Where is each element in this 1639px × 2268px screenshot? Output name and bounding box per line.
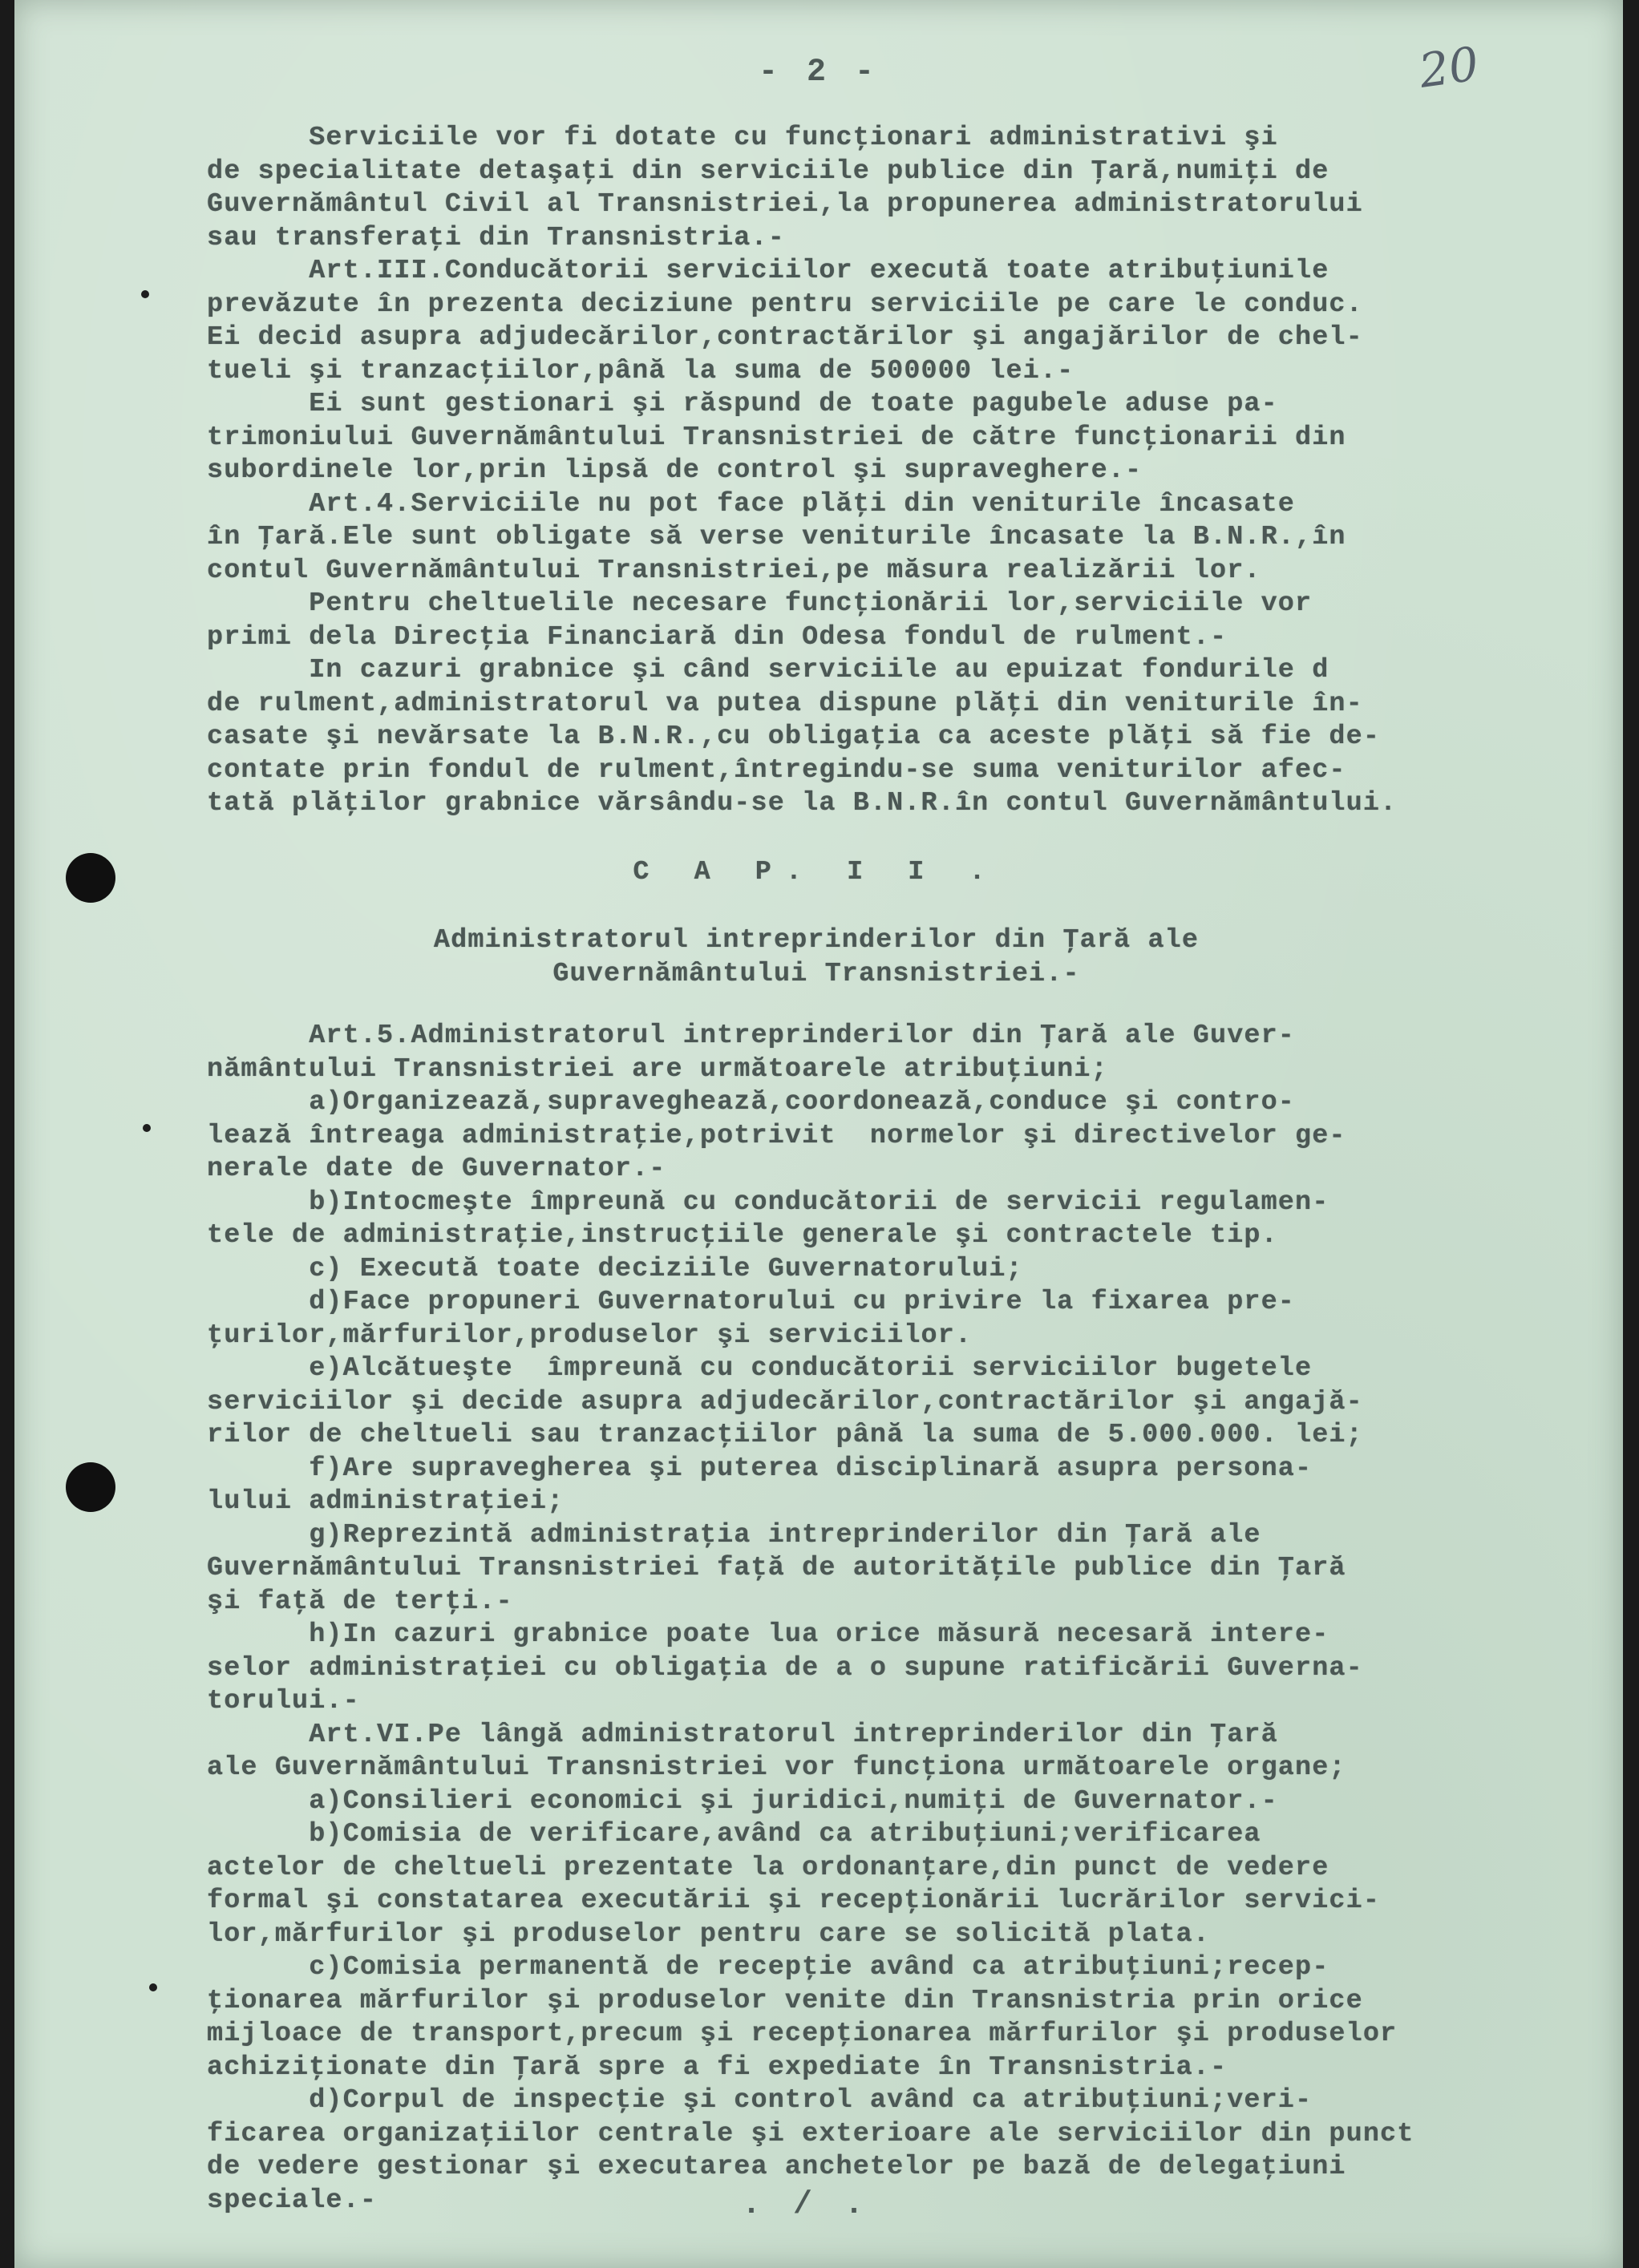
text-line: nământului Transnistriei are următoarele atribuţiuni; bbox=[207, 1053, 1108, 1085]
text-line: lului administraţiei; bbox=[207, 1486, 565, 1517]
text-line: a)Organizează,supraveghează,coordonează,conduce şi contro- bbox=[207, 1087, 1296, 1118]
text-line: în Ţară.Ele sunt obligate să verse veniturile încasate la B.N.R.,în bbox=[207, 522, 1346, 552]
text-line: primi dela Direcţia Financiară din Odesa fondul de rulment.- bbox=[207, 621, 1228, 653]
text-line: lează întreaga administraţie,potrivit normelor şi directivelor ge- bbox=[207, 1120, 1346, 1151]
text-line: trimoniului Guvernământului Transnistriei de către funcţionarii din bbox=[207, 422, 1346, 453]
text-line: tueli şi tranzacţiilor,până la suma de 500000 lei.- bbox=[207, 355, 1074, 386]
text-line: a)Consilieri economici şi juridici,numiţi de Guvernator.- bbox=[207, 1785, 1278, 1817]
text-line: Pentru cheltuelile necesare funcţionării lor,serviciile vor bbox=[207, 588, 1313, 619]
text-line: Art.VI.Pe lângă administratorul intreprinderilor din Ţară bbox=[207, 1719, 1278, 1750]
text-line: c)Comisia permanentă de recepţie având ca atribuţiuni;recep- bbox=[207, 1952, 1329, 1983]
text-line: Art.5.Administratorul intreprinderilor din Ţară ale Guver- bbox=[207, 1021, 1296, 1051]
text-line: mijloace de transport,precum şi recepţionarea mărfurilor şi produselor bbox=[207, 2019, 1398, 2049]
text-line: casate şi nevărsate la B.N.R.,cu obligaţia ca aceste plăţi să fie de- bbox=[207, 722, 1381, 752]
text-line: nerale date de Guvernator.- bbox=[207, 1154, 666, 1184]
text-line: In cazuri grabnice şi când serviciile au epuizat fondurile d bbox=[207, 655, 1329, 685]
footer-continuation-mark: ./. bbox=[741, 2187, 896, 2223]
text-line: speciale.- bbox=[207, 2185, 378, 2216]
section-title-line-2: Guvernământului Transnistriei.- bbox=[552, 958, 1080, 989]
text-line: tele de administraţie,instrucţiile generale şi contractele tip. bbox=[207, 1220, 1278, 1251]
ink-speck bbox=[149, 1983, 157, 1991]
archive-number: 20 bbox=[1415, 36, 1483, 99]
text-line: sau transferaţi din Transnistria.- bbox=[207, 222, 785, 253]
text-line: lor,mărfurilor şi produselor pentru care se solicită plata. bbox=[207, 1918, 1210, 1950]
text-line: torului.- bbox=[207, 1686, 360, 1716]
text-line: de vedere gestionar şi executarea anchetelor pe bază de delegaţiuni bbox=[207, 2152, 1346, 2182]
text-line: contate prin fondul de rulment,întregindu-se suma veniturilor afec- bbox=[207, 754, 1346, 786]
page-number: - 2 - bbox=[758, 55, 880, 91]
text-line: prevăzute în prezenta deciziune pentru serviciile pe care le conduc. bbox=[207, 289, 1363, 320]
paragraphs-after-chapter bbox=[207, 1020, 1618, 2217]
text-line: Serviciile vor fi dotate cu funcţionari administrativi şi bbox=[207, 123, 1278, 153]
text-line: Ei decid asupra adjudecărilor,contractărilor şi angajărilor de chel- bbox=[207, 322, 1363, 353]
text-line: ţurilor,mărfurilor,produselor şi serviciilor. bbox=[207, 1320, 973, 1351]
text-line: c) Execută toate deciziile Guvernatorului; bbox=[207, 1253, 1023, 1284]
text-line: formal şi constatarea executării şi recepţionării lucrărilor servici- bbox=[207, 1886, 1381, 1916]
text-line: Art.III.Conducătorii serviciilor execută toate atribuţiunile bbox=[207, 256, 1329, 286]
text-line: ţionarea mărfurilor şi produselor venite din Transnistria prin orice bbox=[207, 1985, 1363, 2016]
text-line: de specialitate detaşaţi din serviciile publice din Ţară,numiţi de bbox=[207, 156, 1329, 187]
ink-speck bbox=[141, 290, 149, 298]
text-line: d)Face propuneri Guvernatorului cu privire la fixarea pre- bbox=[207, 1287, 1296, 1317]
document-page bbox=[14, 0, 1623, 2268]
text-line: actelor de cheltueli prezentate la ordonanţare,din punct de vedere bbox=[207, 1852, 1329, 1883]
punch-hole bbox=[66, 853, 115, 903]
text-line: tată plăţilor grabnice vărsându-se la B.N.R.în contul Guvernământului. bbox=[207, 788, 1398, 819]
punch-hole bbox=[66, 1462, 115, 1512]
text-line: rilor de cheltueli sau tranzacţiilor până la suma de 5.000.000. lei; bbox=[207, 1420, 1363, 1450]
text-line: Art.4.Serviciile nu pot face plăţi din veniturile încasate bbox=[207, 488, 1296, 519]
text-line: d)Corpul de inspecţie şi control având ca atribuţiuni;veri- bbox=[207, 2085, 1313, 2116]
ink-speck bbox=[143, 1124, 151, 1132]
text-line: b)Comisia de verificare,având ca atribuţiuni;verificarea bbox=[207, 1819, 1261, 1850]
text-line: Guvernământului Transnistriei faţă de autorităţile publice din Ţară bbox=[207, 1553, 1346, 1583]
paragraphs-before-chapter bbox=[207, 122, 1618, 821]
text-line: ale Guvernământului Transnistriei vor funcţiona următoarele organe; bbox=[207, 1753, 1346, 1783]
text-line: şi faţă de terţi.- bbox=[207, 1586, 513, 1617]
chapter-heading: C A P. I I . bbox=[633, 856, 1000, 887]
text-line: de rulment,administratorul va putea dispune plăţi din veniturile în- bbox=[207, 688, 1363, 719]
text-line: e)Alcătueşte împreună cu conducătorii serviciilor bugetele bbox=[207, 1353, 1313, 1384]
text-line: h)In cazuri grabnice poate lua orice măsură necesară intere- bbox=[207, 1619, 1329, 1650]
text-line: subordinele lor,prin lipsă de control şi supraveghere.- bbox=[207, 455, 1143, 486]
document-body bbox=[207, 122, 1618, 2217]
text-line: Ei sunt gestionari şi răspund de toate pagubele aduse pa- bbox=[207, 389, 1278, 419]
text-line: b)Intocmeşte împreună cu conducătorii de servicii regulamen- bbox=[207, 1187, 1329, 1218]
text-line: Guvernământul Civil al Transnistriei,la propunerea administratorului bbox=[207, 189, 1363, 220]
text-line: f)Are supravegherea şi puterea disciplinară asupra persona- bbox=[207, 1453, 1313, 1484]
text-line: achiziţionate din Ţară spre a fi expediate în Transnistria.- bbox=[207, 2052, 1228, 2083]
section-title-line-1: Administratorul intreprinderilor din Ţară ale bbox=[433, 925, 1200, 956]
text-line: contul Guvernământului Transnistriei,pe măsura realizării lor. bbox=[207, 555, 1261, 586]
text-line: g)Reprezintă administraţia intreprinderilor din Ţară ale bbox=[207, 1519, 1261, 1550]
text-line: ficarea organizaţiilor centrale şi exterioare ale serviciilor din punct bbox=[207, 2118, 1414, 2149]
text-line: serviciilor şi decide asupra adjudecărilor,contractărilor şi angajă- bbox=[207, 1386, 1363, 1417]
text-line: selor administraţiei cu obligaţia de a o supune ratificării Guverna- bbox=[207, 1652, 1363, 1684]
